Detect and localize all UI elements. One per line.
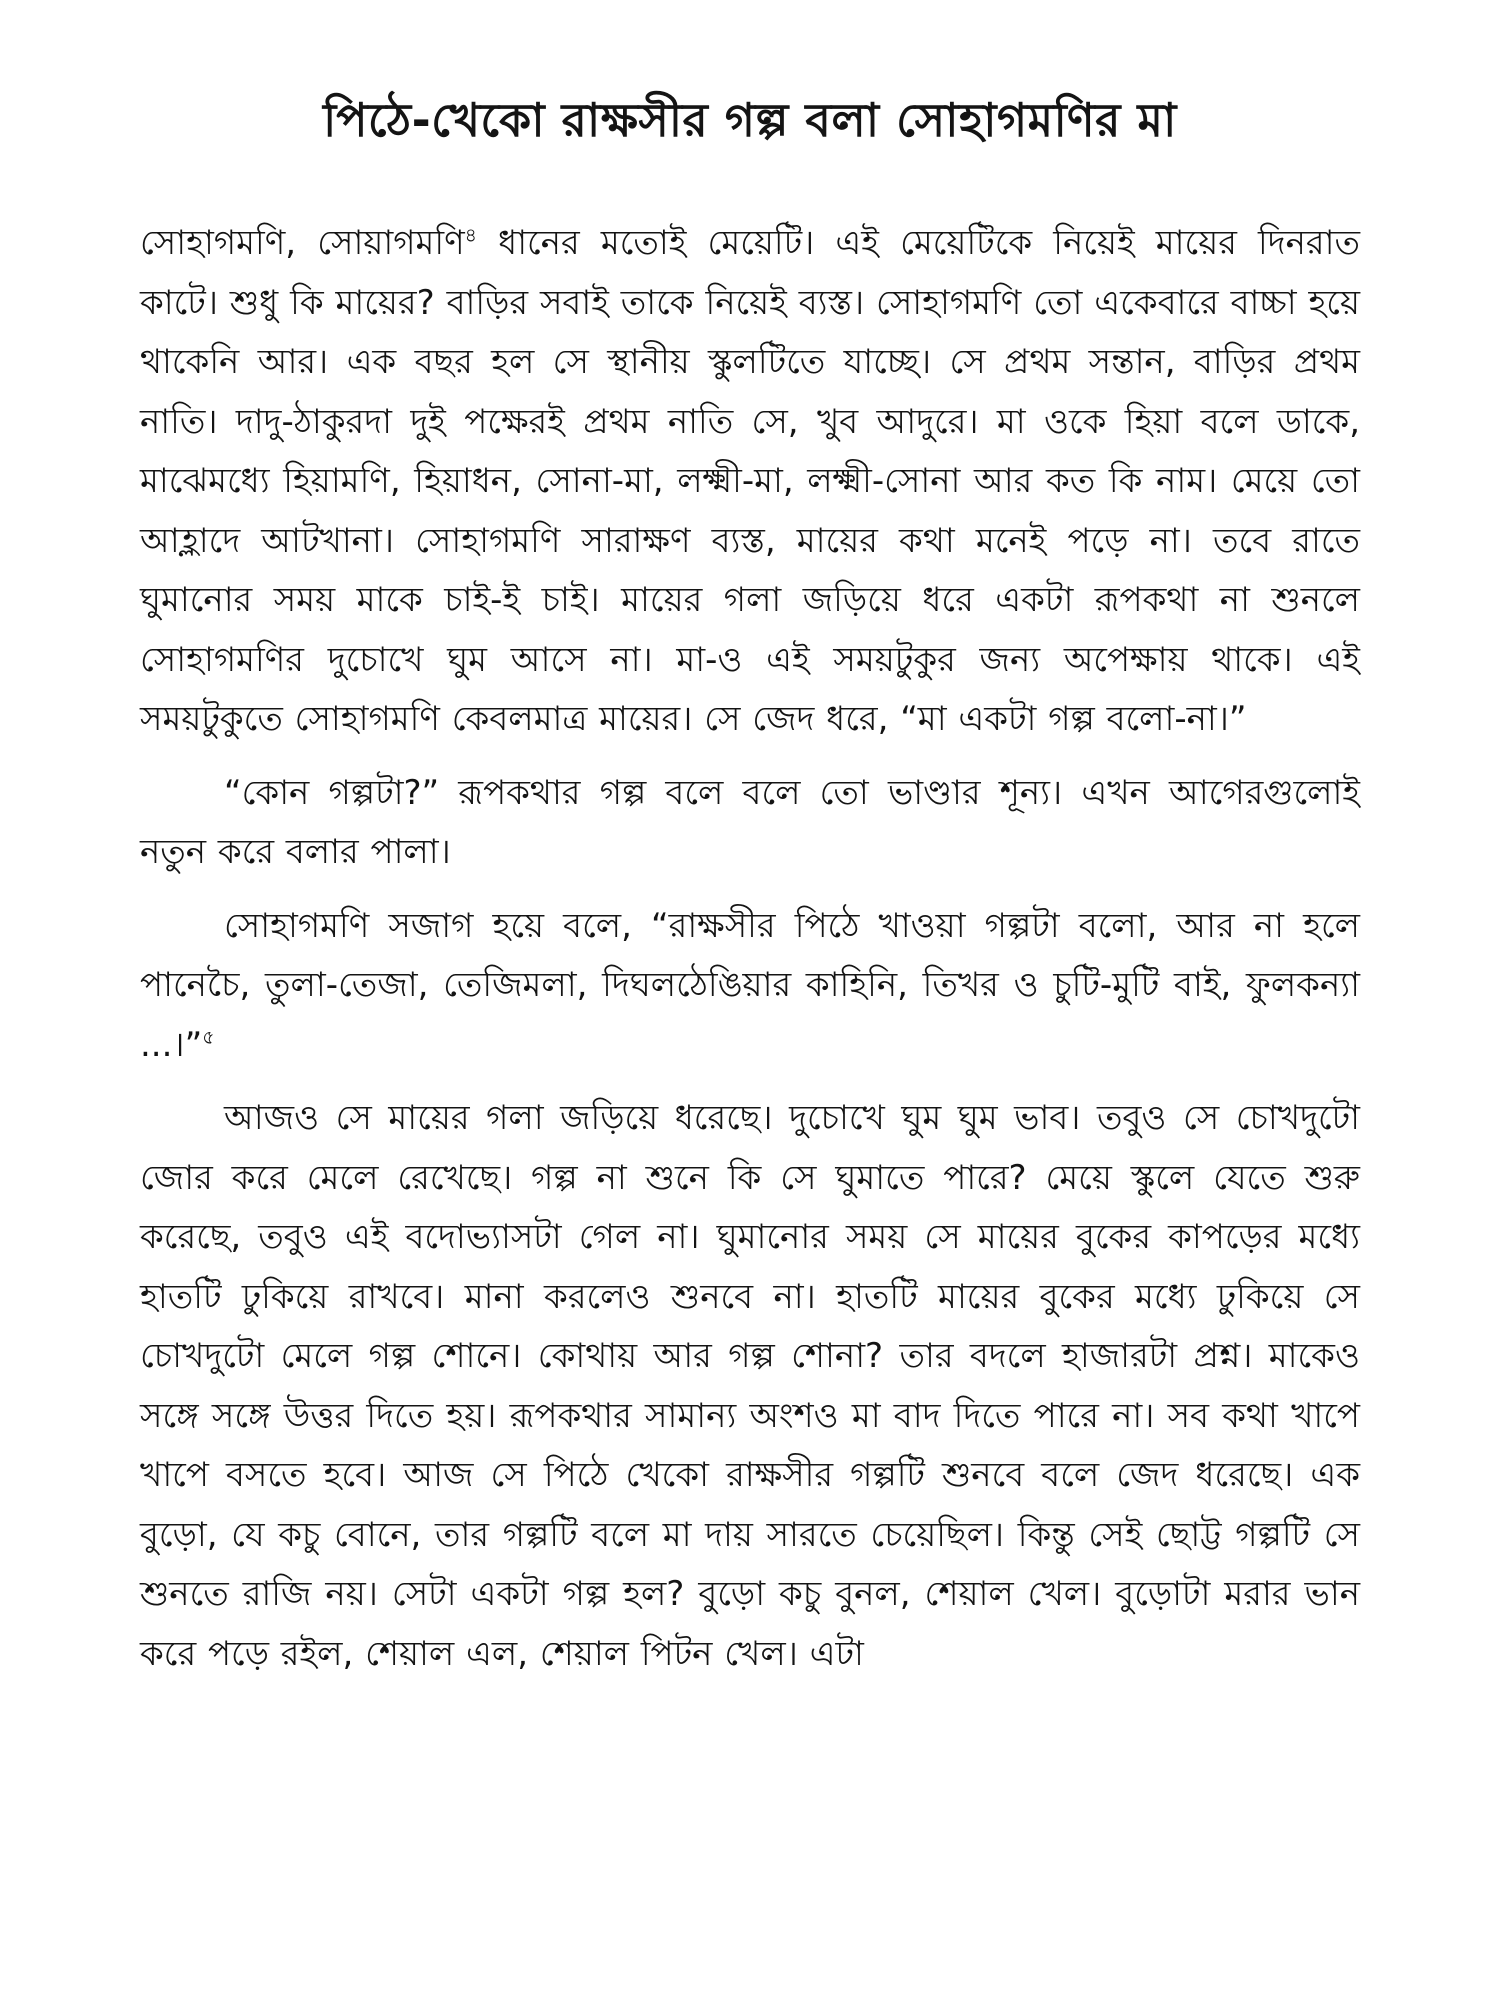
- paragraph-1: [140, 214, 1360, 750]
- footnote-marker-4: ৪: [464, 224, 478, 247]
- paragraph-2: “কোন গল্পটা?” রূপকথার গল্প বলে বলে তো ভাণ্ডার শূন্য। এখন আগেরগুলোই নতুন করে বলার পালা।: [140, 772, 1360, 872]
- chapter-title: পিঠে-খেকো রাক্ষসীর গল্প বলা সোহাগমণির মা: [323, 93, 1177, 147]
- footnote-marker-5: ৫: [202, 1026, 215, 1049]
- paragraph-1-text-b: ধানের মতোই মেয়েটি। এই মেয়েটিকে নিয়েই মায়ের দিনরাত কাটে। শুধু কি মায়ের? বাড়ির সবাই তাকে নিয়েই ব্যস্ত। সোহাগমণি তো একেবারে বাচ্চা হয়ে থাকেনি আর। এক বছর হল সে স্থানীয় স্কুলটিতে যাচ্ছে। সে প্রথম সন্তান, বাড়ির প্রথম নাতি। দাদু-ঠাকুরদা দুই পক্ষেরই প্রথম নাতি সে, খুব আদুরে। মা ওকে হিয়া বলে ডাকে, মাঝেমধ্যে হিয়ামণি, হিয়াধন, সোনা-মা, লক্ষ্মী-মা, লক্ষ্মী-সোনা আর কত কি নাম। মেয়ে তো আহ্লাদে আটখানা। সোহাগমণি সারাক্ষণ ব্যস্ত, মায়ের কথা মনেই পড়ে না। তবে রাতে ঘুমানোর সময় মাকে চাই-ই চাই। মায়ের গলা জড়িয়ে ধরে একটা রূপকথা না শুনলে সোহাগমণির দুচোখে ঘুম আসে না। মা-ও এই সময়টুকুর জন্য অপেক্ষায় থাকে। এই সময়টুকুতে সোহাগমণি কেবলমাত্র মায়ের। সে জেদ ধরে, “মা একটা গল্প বলো-না।”: [140, 223, 1360, 739]
- paragraph-3: [140, 897, 1360, 1076]
- paragraph-1-text-a: সোহাগমণি, সোয়াগমণি: [140, 223, 465, 263]
- paragraph-4: আজও সে মায়ের গলা জড়িয়ে ধরেছে। দুচোখে ঘুম ঘুম ভাব। তবুও সে চোখদুটো জোর করে মেলে রেখেছে। গল্প না শুনে কি সে ঘুমাতে পারে? মেয়ে স্কুলে যেতে শুরু করেছে, তবুও এই বদোভ্যাসটা গেল না। ঘুমানোর সময় সে মায়ের বুকের কাপড়ের মধ্যে হাতটি ঢুকিয়ে রাখবে। মানা করলেও শুনবে না। হাতটি মায়ের বুকের মধ্যে ঢুকিয়ে সে চোখদুটো মেলে গল্প শোনে। কোথায় আর গল্প শোনা? তার বদলে হাজারটা প্রশ্ন। মাকেও সঙ্গে সঙ্গে উত্তর দিতে হয়। রূপকথার সামান্য অংশও মা বাদ দিতে পারে না। সব কথা খাপে খাপে বসতে হবে। আজ সে পিঠে খেকো রাক্ষসীর গল্পটি শুনবে বলে জেদ ধরেছে। এক বুড়ো, যে কচু বোনে, তার গল্পটি বলে মা দায় সারতে চেয়েছিল। কিন্তু সেই ছোট্ট গল্পটি সে শুনতে রাজি নয়। সেটা একটা গল্প হল? বুড়ো কচু বুনল, শেয়াল খেল। বুড়োটা মরার ভান করে পড়ে রইল, শেয়াল এল, শেয়াল পিটন খেল। এটা: [140, 1098, 1360, 1674]
- paragraph-3-text: সোহাগমণি সজাগ হয়ে বলে, “রাক্ষসীর পিঠে খাওয়া গল্পটা বলো, আর না হলে পানেচৈ, তুলা-তেজা, তেজিমলা, দিঘলঠেঙিয়ার কাহিনি, তিখর ও চুটি-মুটি বাই, ফুলকন্যা ...।”: [140, 905, 1360, 1065]
